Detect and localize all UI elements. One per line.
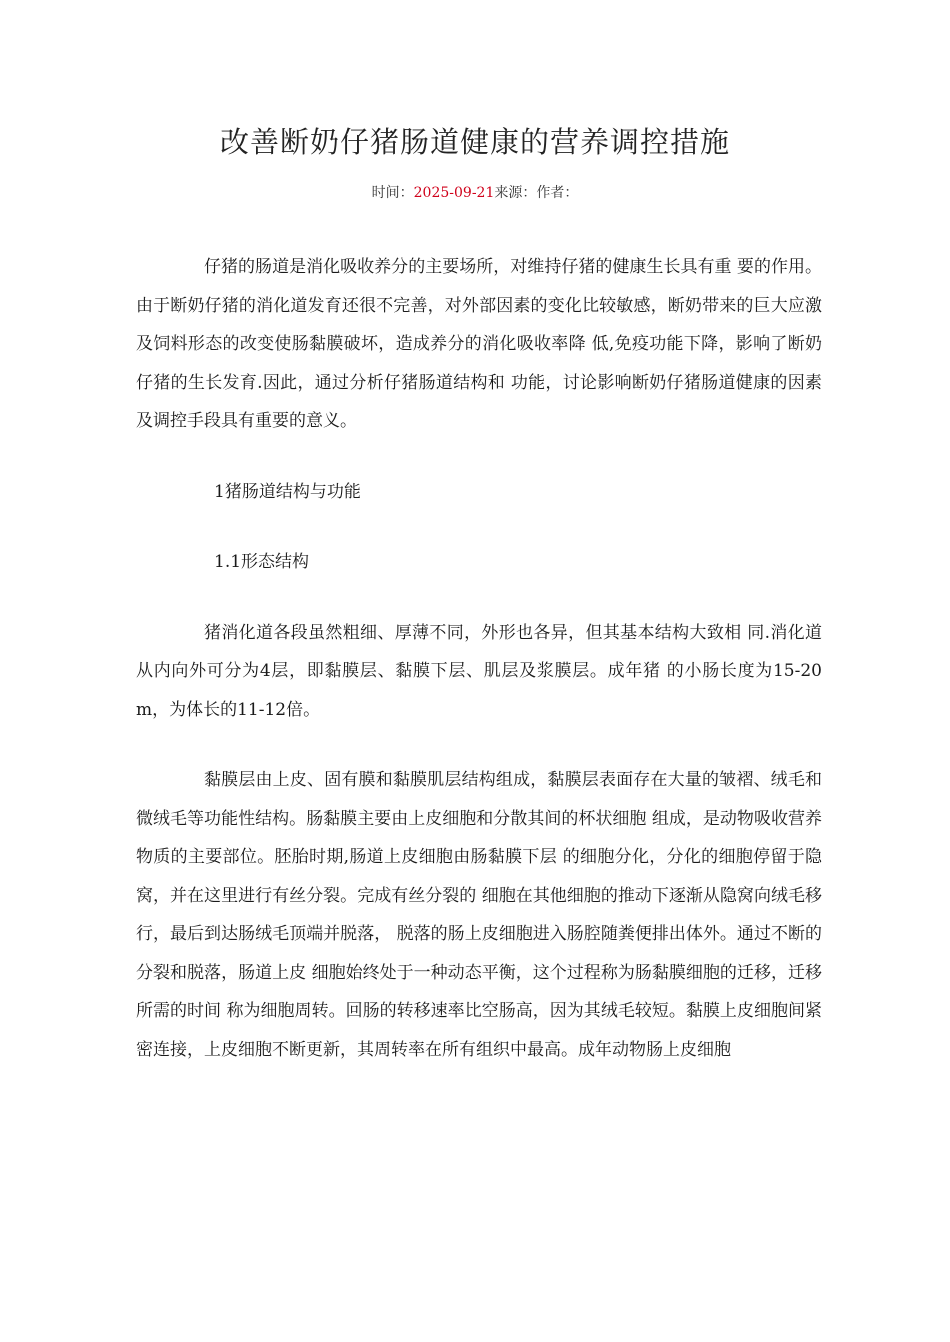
section-heading-1-1: 1.1形态结构 <box>214 552 310 572</box>
paragraph-mucosa: 黏膜层由上皮、固有膜和黏膜肌层结构组成，黏膜层表面存在大量的皱褶、绒毛和微绒毛等功能性结构。肠黏膜主要由上皮细胞和分散其间的杯状细胞 组成，是动物吸收营养物质的主要部位。胚胎时期,肠道上皮细胞由肠黏膜下层 的细胞分化，分化的细胞停留于隐窝，并在这里进行有丝分裂。完成有丝分裂的 细胞在其他细胞的推动下逐渐从隐窝向绒毛移行，最后到达肠绒毛顶端并脱落， 脱落的肠上皮细胞进入肠腔随粪便排出体外。通过不断的分裂和脱落，肠道上皮 细胞始终处于一种动态平衡，这个过程称为肠黏膜细胞的迁移，迁移所需的时间 称为细胞周转。回肠的转移速率比空肠高，因为其绒毛较短。黏膜上皮细胞间紧 密连接，上皮细胞不断更新，其周转率在所有组织中最高。成年动物肠上皮细胞 <box>136 770 822 1060</box>
article-meta <box>0 183 950 203</box>
publish-date: 2025-09-21 <box>413 185 495 201</box>
paragraph-structure: 猪消化道各段虽然粗细、厚薄不同，外形也各异，但其基本结构大致相 同.消化道从内向外可分为4层，即黏膜层、黏膜下层、肌层及浆膜层。成年猪 的小肠长度为15-20m，为体长的11-12倍。 <box>136 622 822 720</box>
time-label: 时间： <box>371 185 414 201</box>
intro-paragraph: 仔猪的肠道是消化吸收养分的主要场所，对维持仔猪的健康生长具有重 要的作用。由于断奶仔猪的消化道发育还很不完善，对外部因素的变化比较敏感，断奶带来的巨大应激及饲料形态的改变使肠黏膜破坏，造成养分的消化吸收率降 低,免疫功能下降，影响了断奶仔猪的生长发育.因此，通过分析仔猪肠道结构和 功能，讨论影响断奶仔猪肠道健康的因素及调控手段具有重要的意义。 <box>136 257 822 431</box>
source-label: 来源： <box>494 185 537 201</box>
author-label: 作者： <box>536 185 579 201</box>
article-title: 改善断奶仔猪肠道健康的营养调控措施 <box>219 125 730 159</box>
section-heading-1: 1猪肠道结构与功能 <box>214 481 361 502</box>
article-body <box>136 248 822 1069</box>
